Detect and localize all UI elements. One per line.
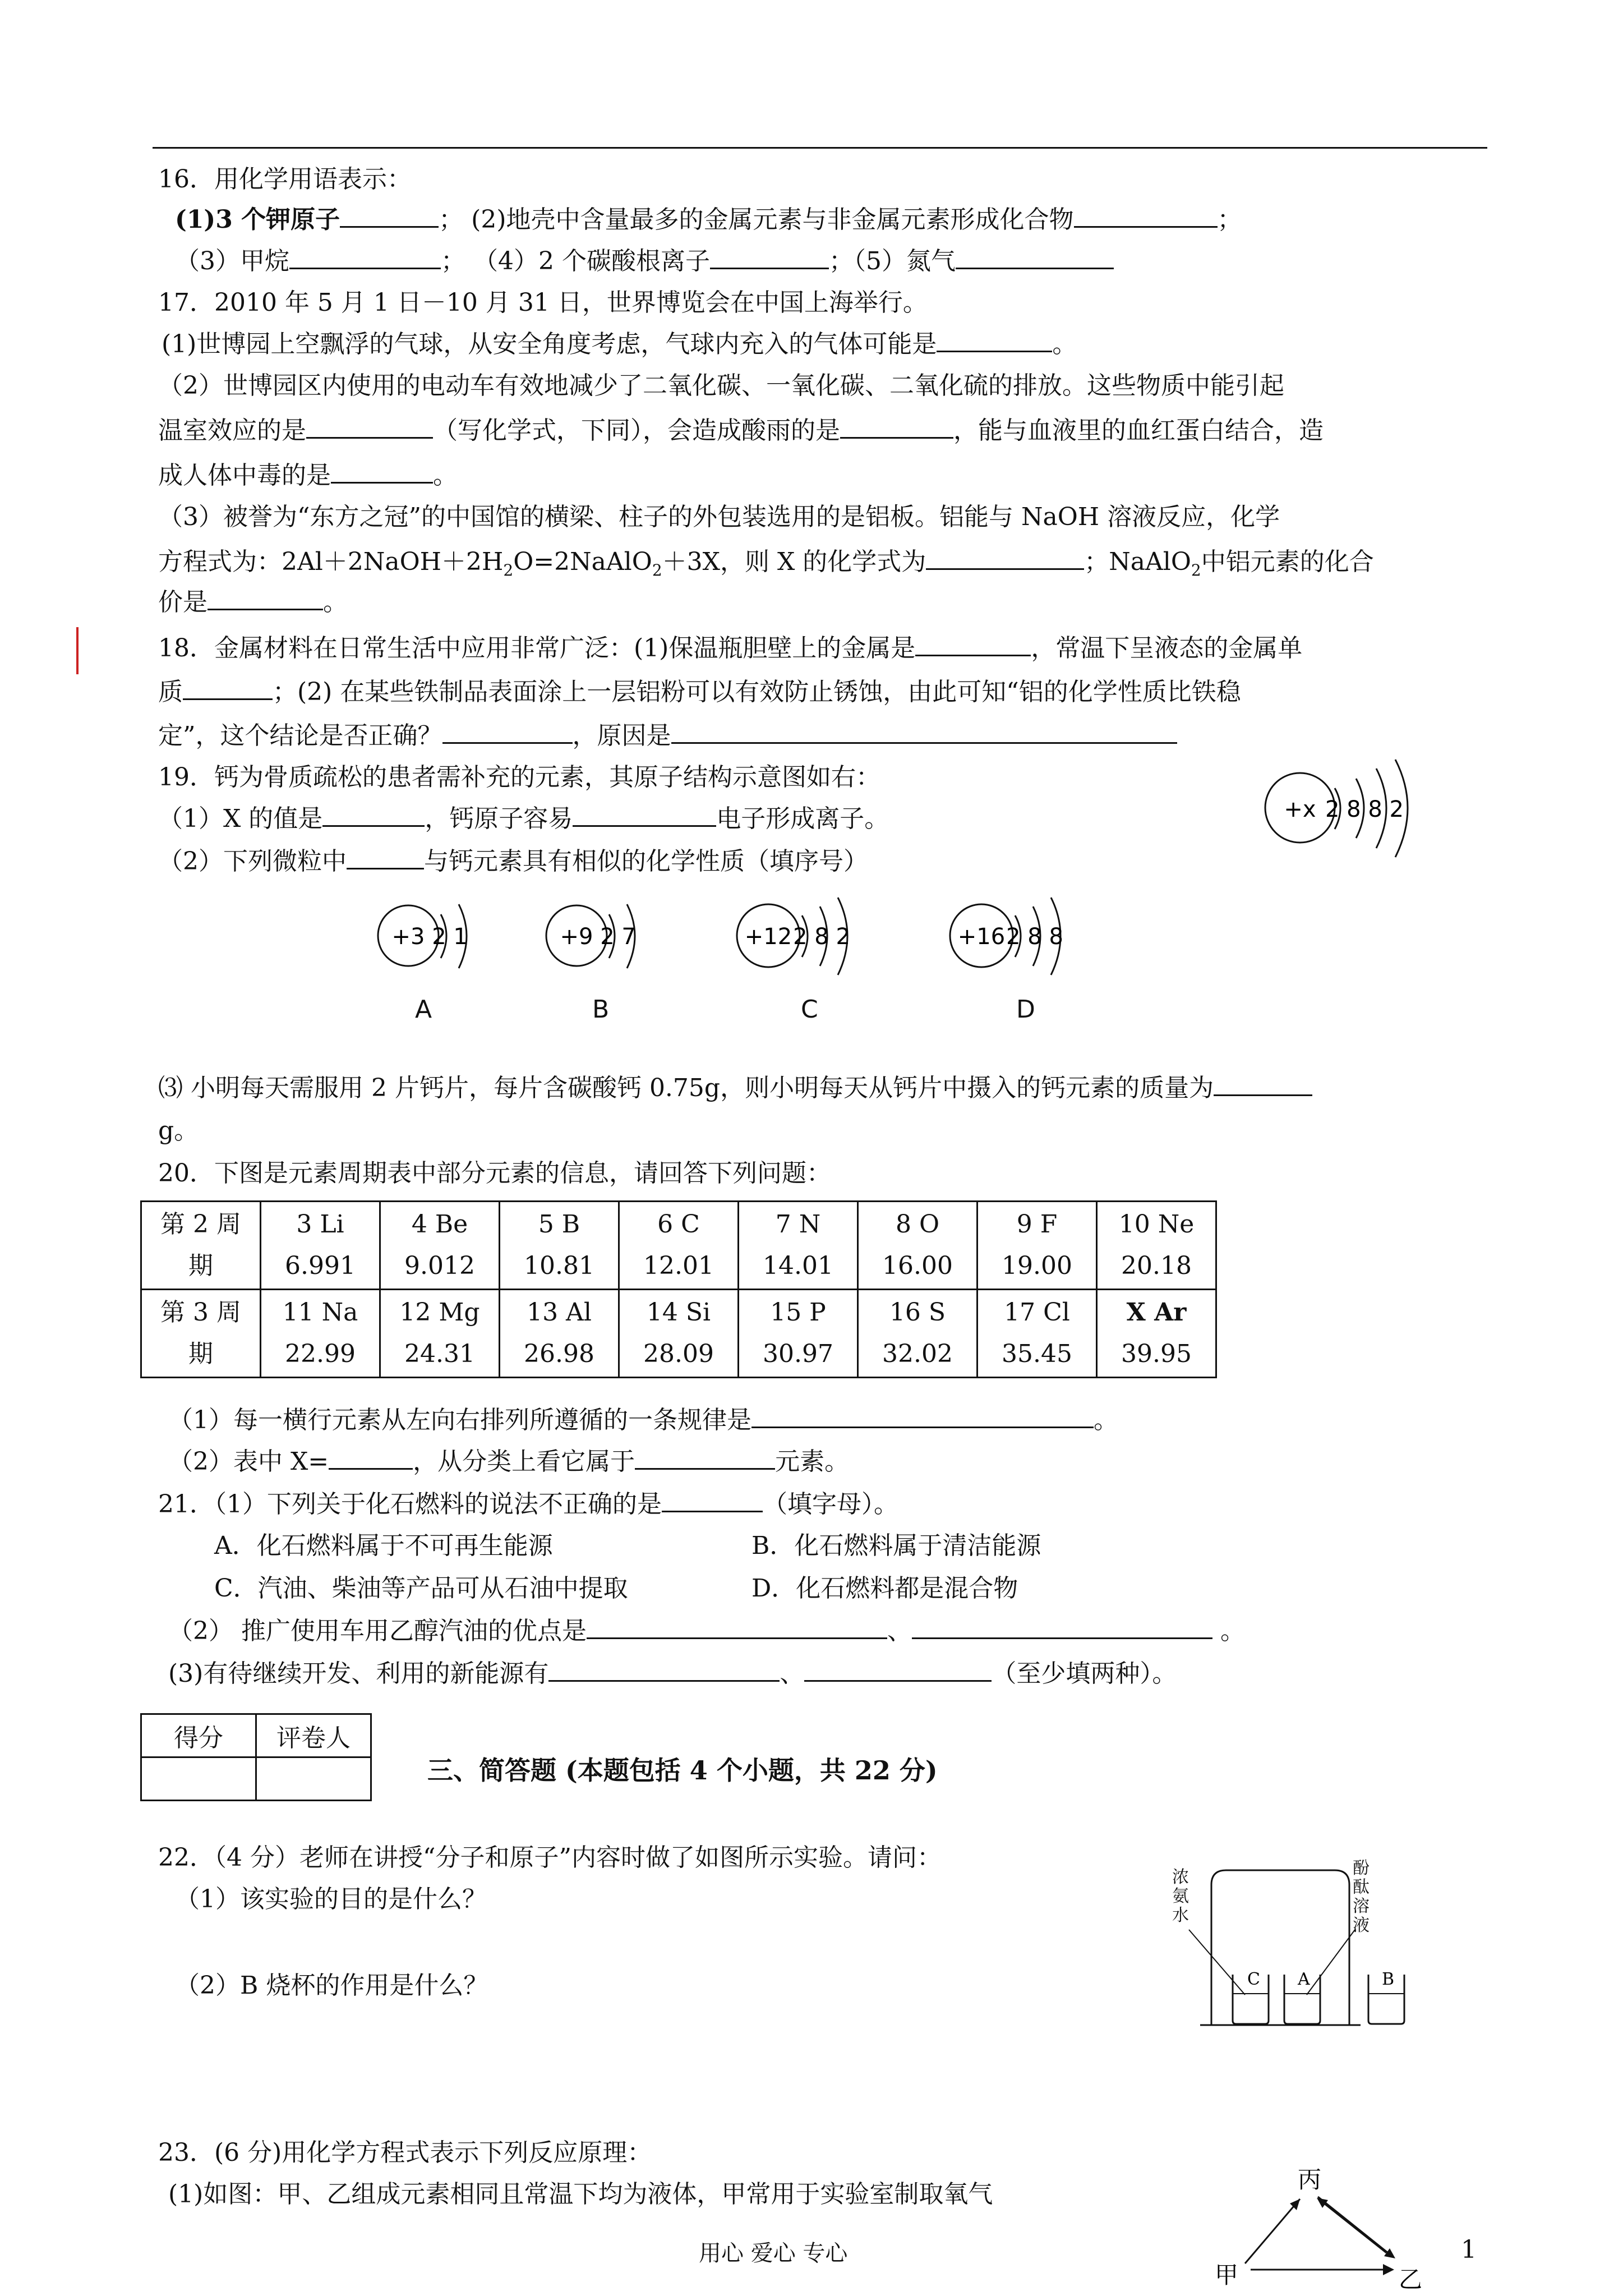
svg-text:+3: +3 <box>391 924 425 950</box>
q17-p2-line1: （2）世博园区内使用的电动车有效地减少了二氧化碳、一氧化碳、二氧化硫的排放。这些物质中能引起 <box>158 371 1284 400</box>
q21-option-c: C．汽油、柴油等产品可从石油中提取 <box>214 1574 628 1603</box>
score-box <box>140 1713 372 1801</box>
q19-p3-unit: g。 <box>158 1116 199 1145</box>
q20-p1: （1）每一横行元素从左向右排列所遵循的一条规律是 。 <box>168 1404 1118 1437</box>
element-cell: 9 F 19.00 <box>978 1202 1097 1290</box>
element-cell: 11 Na 22.99 <box>261 1290 380 1378</box>
q19-p1: （1）X 的值是 ，钙原子容易 电子形成离子。 <box>158 802 889 836</box>
q16-line1: (1)3 个钾原子 ； (2)地壳中含量最多的金属元素与非金属元素形成化合物 ； <box>175 203 1242 237</box>
element-cell: 17 Cl 35.45 <box>978 1290 1097 1378</box>
q20-p2: （2）表中 X= ，从分类上看它属于 元素。 <box>168 1445 849 1479</box>
header-rule <box>153 147 1487 149</box>
svg-text:丙: 丙 <box>1298 2166 1322 2193</box>
q23-title: 23．(6 分)用化学方程式表示下列反应原理： <box>158 2138 652 2167</box>
svg-text:+16: +16 <box>957 924 1006 950</box>
q16-title: 16．用化学用语表示： <box>158 165 412 194</box>
svg-text:+9: +9 <box>560 924 593 950</box>
q17-p2-line2: 温室效应的是 （写化学式，下同），会造成酸雨的是 ，能与血液里的血红蛋白结合，造 <box>158 414 1324 448</box>
svg-text:甲: 甲 <box>1215 2261 1239 2289</box>
svg-text:2 7: 2 7 <box>600 924 636 950</box>
q17-p3-line3: 价是 。 <box>158 586 348 619</box>
period-3-label: 第 3 周 期 <box>141 1290 261 1378</box>
q19-p3: ⑶ 小明每天需服用 2 片钙片，每片含碳酸钙 0.75g，则小明每天从钙片中摄入的钙元素的质量为 <box>158 1071 1312 1105</box>
element-cell: 8 O 16.00 <box>858 1202 978 1290</box>
q17-title: 17．2010 年 5 月 1 日－10 月 31 日，世界博览会在中国上海举行。 <box>158 288 928 317</box>
element-cell: 5 B 10.81 <box>500 1202 619 1290</box>
svg-text:2 8 2: 2 8 2 <box>793 924 850 950</box>
page-footer: 用心 爱心 专心 <box>699 2240 848 2266</box>
element-cell: 3 Li 6.991 <box>261 1202 380 1290</box>
svg-text:2 8 8 2: 2 8 8 2 <box>1325 797 1404 822</box>
grader-header: 评卷人 <box>256 1714 371 1757</box>
svg-text:2 1: 2 1 <box>432 924 468 950</box>
svg-text:2 8 8: 2 8 8 <box>1006 924 1063 950</box>
element-cell: 15 P 30.97 <box>739 1290 858 1378</box>
svg-text:A: A <box>1298 1970 1310 1989</box>
grader-cell[interactable] <box>256 1757 371 1801</box>
q23-p1: (1)如图：甲、乙组成元素相同且常温下均为液体，甲常用于实验室制取氧气 <box>168 2180 993 2208</box>
q20-title: 20．下图是元素周期表中部分元素的信息，请回答下列问题： <box>158 1159 831 1188</box>
q21-title: 21．（1）下列关于化石燃料的说法不正确的是 （填字母）。 <box>158 1488 898 1521</box>
atom-label-b: B <box>592 995 610 1024</box>
q21-p2: （2） 推广使用车用乙醇汽油的优点是 、 。 <box>168 1614 1245 1648</box>
q21-p3: (3)有待继续开发、利用的新能源有 、 （至少填两种）。 <box>168 1657 1177 1691</box>
q21-option-d: D．化石燃料都是混合物 <box>751 1574 1018 1603</box>
svg-text:乙: 乙 <box>1399 2266 1423 2293</box>
ammonia-label: 浓氨水 <box>1172 1867 1189 1925</box>
q22-p1: （1）该实验的目的是什么？ <box>175 1885 487 1913</box>
revision-mark <box>76 627 79 674</box>
element-cell: 16 S 32.02 <box>858 1290 978 1378</box>
phenolphthalein-label: 酚酞溶液 <box>1353 1858 1370 1935</box>
q21-option-b: B．化石燃料属于清洁能源 <box>751 1531 1041 1560</box>
element-cell: 4 Be 9.012 <box>380 1202 500 1290</box>
atom-label-a: A <box>415 995 432 1024</box>
element-cell: 6 C 12.01 <box>619 1202 739 1290</box>
q18-line2: 质 ；(2) 在某些铁制品表面涂上一层铝粉可以有效防止锈蚀，由此可知“铝的化学性质比铁稳 <box>158 675 1241 709</box>
element-cell: 10 Ne 20.18 <box>1097 1202 1216 1290</box>
svg-text:+x: +x <box>1284 797 1316 822</box>
q22-title: 22．（4 分）老师在讲授“分子和原子”内容时做了如图所示实验。请问： <box>158 1843 942 1872</box>
svg-text:+12: +12 <box>744 924 792 950</box>
ammonia-experiment-figure <box>1166 1862 1436 2031</box>
reaction-triangle-figure <box>1206 2143 1441 2294</box>
atom-diagram-c <box>729 886 886 987</box>
atom-diagram-a <box>370 886 505 987</box>
atom-diagram-b <box>538 886 673 987</box>
q18-line3: 定”，这个结论是否正确？ ，原因是 <box>158 719 1177 753</box>
q17-p3-line2: 方程式为：$2Al+2NaOH+2H_2O=2NaAlO_2+3X$，则 X 的化学式为 ；NaAlO$_2$中铝元素的化合 <box>158 545 1374 587</box>
q17-p2-line3: 成人体中毒的是 。 <box>158 459 458 493</box>
q19-p2: （2）下列微粒中 与钙元素具有相似的化学性质（填序号） <box>158 845 868 878</box>
atom-label-c: C <box>801 995 818 1024</box>
atom-diagram-d <box>942 886 1099 987</box>
period-2-label: 第 2 周 期 <box>141 1202 261 1290</box>
calcium-atom-diagram <box>1256 735 1419 869</box>
q18-line1: 18．金属材料在日常生活中应用非常广泛：(1)保温瓶胆壁上的金属是 ，常温下呈液态的金属单 <box>158 632 1302 665</box>
svg-text:C: C <box>1247 1970 1260 1989</box>
periodic-table-excerpt <box>140 1200 1217 1378</box>
section-3-heading: 三、简答题 (本题包括 4 个小题，共 22 分) <box>427 1755 938 1786</box>
q17-p3-line1: （3）被誉为“东方之冠”的中国馆的横梁、柱子的外包装选用的是铝板。铝能与 NaOH 溶液反应，化学 <box>158 503 1280 531</box>
element-cell: 14 Si 28.09 <box>619 1290 739 1378</box>
q21-option-a: A．化石燃料属于不可再生能源 <box>214 1531 553 1560</box>
q22-p2: （2）B 烧杯的作用是什么？ <box>175 1971 488 2000</box>
q16-line2: （3）甲烷 ； （4）2 个碳酸根离子 ；（5）氮气 <box>175 245 1114 278</box>
element-cell: 7 N 14.01 <box>739 1202 858 1290</box>
score-cell[interactable] <box>141 1757 256 1801</box>
page-number: 1 <box>1461 2235 1477 2264</box>
element-cell: 12 Mg 24.31 <box>380 1290 500 1378</box>
atom-label-d: D <box>1016 995 1035 1024</box>
q17-p1: (1)世博园上空飘浮的气球，从安全角度考虑，气球内充入的气体可能是 。 <box>162 328 1077 361</box>
element-cell-unknown: X Ar 39.95 <box>1097 1290 1216 1378</box>
svg-text:B: B <box>1382 1970 1395 1989</box>
q19-title: 19．钙为骨质疏松的患者需补充的元素，其原子结构示意图如右： <box>158 763 880 792</box>
element-cell: 13 Al 26.98 <box>500 1290 619 1378</box>
score-header: 得分 <box>141 1714 256 1757</box>
period-2-row <box>141 1202 1216 1290</box>
period-3-row <box>141 1290 1216 1378</box>
